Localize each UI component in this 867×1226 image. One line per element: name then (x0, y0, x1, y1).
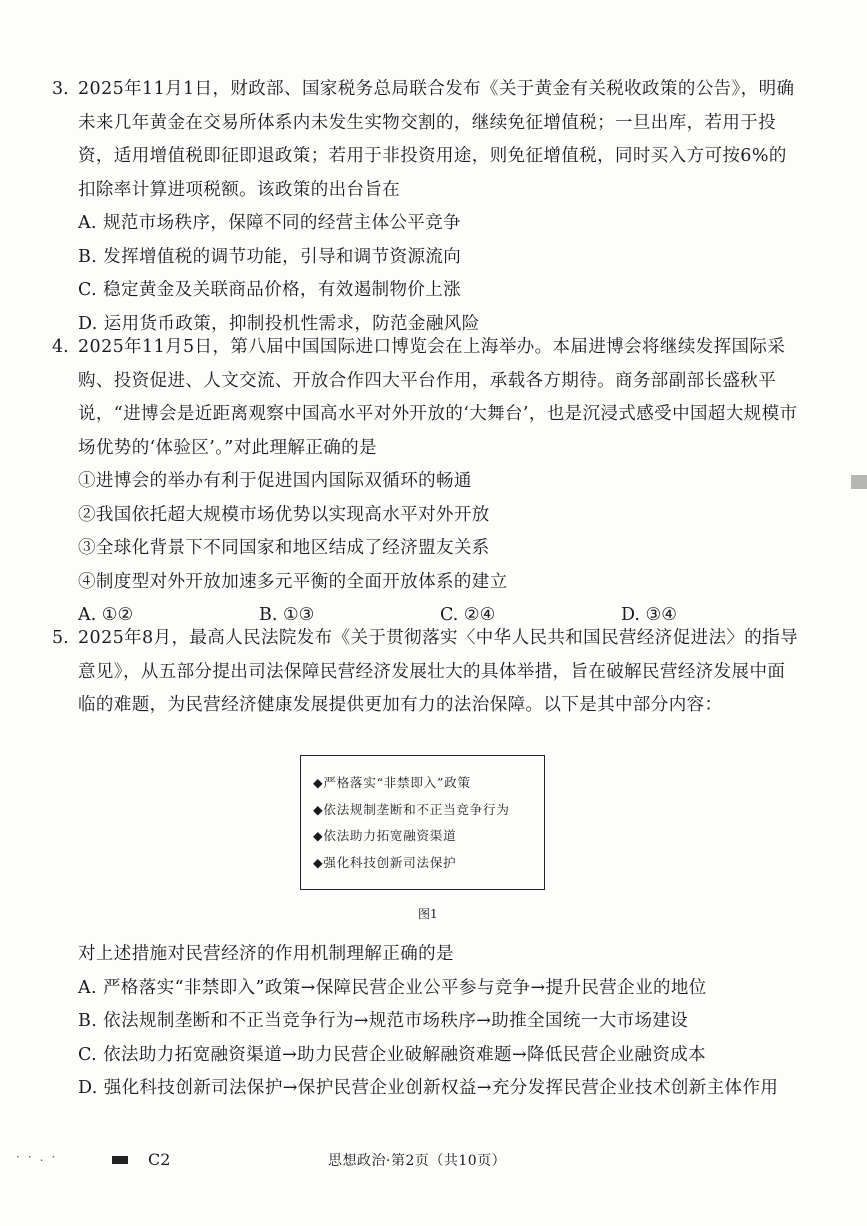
question-stem: 2025年8月，最高人民法院发布《关于贯彻落实〈中华人民共和国民营经济促进法〉的指导意见》，从五部分提出司法保障民营经济发展壮大的具体举措，旨在破解民营经济发展中面临的难题，为民营经济健康发展提供更加有力的法治保障。以下是其中部分内容： (78, 628, 798, 715)
statement-4: ④制度型对外开放加速多元平衡的全面开放体系的建立 (78, 571, 508, 592)
statement-3: ③全球化背景下不同国家和地区结成了经济盟友关系 (78, 538, 490, 558)
figure-item: ◆依法助力拓宽融资渠道 (313, 828, 457, 843)
option-d[interactable]: D. 强化科技创新司法保护→保护民营企业创新权益→充分发挥民营企业技术创新主体作用 (78, 1078, 779, 1098)
binding-edge-mark (851, 475, 867, 489)
option-c[interactable]: C. 依法助力拓宽融资渠道→助力民营企业破解融资难题→降低民营企业融资成本 (78, 1044, 707, 1065)
option-b[interactable]: B. 发挥增值税的调节功能，引导和调节资源流向 (78, 246, 462, 267)
question-5-options (52, 938, 802, 1106)
figure-item: ◆强化科技创新司法保护 (313, 854, 457, 870)
question-number: 4. (52, 337, 69, 357)
figure-box (300, 755, 545, 890)
option-c[interactable]: C. ②④ (440, 605, 496, 625)
figure-item: ◆严格落实“非禁即入”政策 (313, 775, 471, 790)
question-number: 3. (52, 79, 69, 99)
page-info: 思想政治·第2页（共10页） (328, 1153, 507, 1169)
option-b[interactable]: B. 依法规制垄断和不正当竞争行为→规范市场秩序→助推全国统一大市场建设 (78, 1011, 689, 1031)
option-a[interactable]: A. ①② (78, 605, 134, 625)
statement-1: ①进博会的举办有利于促进国内国际双循环的畅通 (78, 471, 472, 491)
option-a[interactable]: A. 规范市场秩序，保障不同的经营主体公平竞争 (78, 213, 461, 233)
question-stem: 2025年11月1日，财政部、国家税务总局联合发布《关于黄金有关税收政策的公告》，明确未来几年黄金在交易所体系内未发生实物交割的，继续免征增值税；一旦出库，若用于投资，适用增值税即征即退政策；若用于非投资用途，则免征增值税，同时买入方可按6%的扣除率计算进项税额。该政策的出台旨在 (78, 79, 795, 200)
figure-item: ◆依法规制垄断和不正当竞争行为 (313, 801, 510, 817)
paper-code: C2 (148, 1150, 171, 1169)
barcode-mark (112, 1156, 128, 1164)
option-b[interactable]: B. ①③ (259, 605, 315, 625)
figure-caption: 图1 (418, 907, 438, 921)
scan-marks: ··.· (16, 1150, 64, 1164)
question-stem: 2025年11月5日，第八届中国国际进口博览会在上海举办。本届进博会将继续发挥国际采购、投资促进、人文交流、开放合作四大平台作用，承载各方期待。商务部副部长盛秋平说，“进博会是近距离观察中国高水平对外开放的‘大舞台’，也是沉浸式感受中国超大规模市场优势的‘体验区’。”对此理解正确的是 (78, 337, 798, 458)
question-4 (52, 331, 802, 633)
question-3 (52, 73, 802, 341)
statement-2: ②我国依托超大规模市场优势以实现高水平对外开放 (78, 504, 490, 525)
option-a[interactable]: A. 严格落实“非禁即入”政策→保障民营企业公平参与竞争→提升民营企业的地位 (78, 977, 707, 998)
question-5 (52, 622, 802, 723)
option-d[interactable]: D. 运用货币政策，抑制投机性需求，防范金融风险 (78, 313, 480, 334)
option-c[interactable]: C. 稳定黄金及关联商品价格，有效遏制物价上涨 (78, 280, 462, 300)
question-prompt: 对上述措施对民营经济的作用机制理解正确的是 (78, 944, 454, 964)
question-number: 5. (52, 628, 69, 648)
option-d[interactable]: D. ③④ (621, 605, 677, 625)
